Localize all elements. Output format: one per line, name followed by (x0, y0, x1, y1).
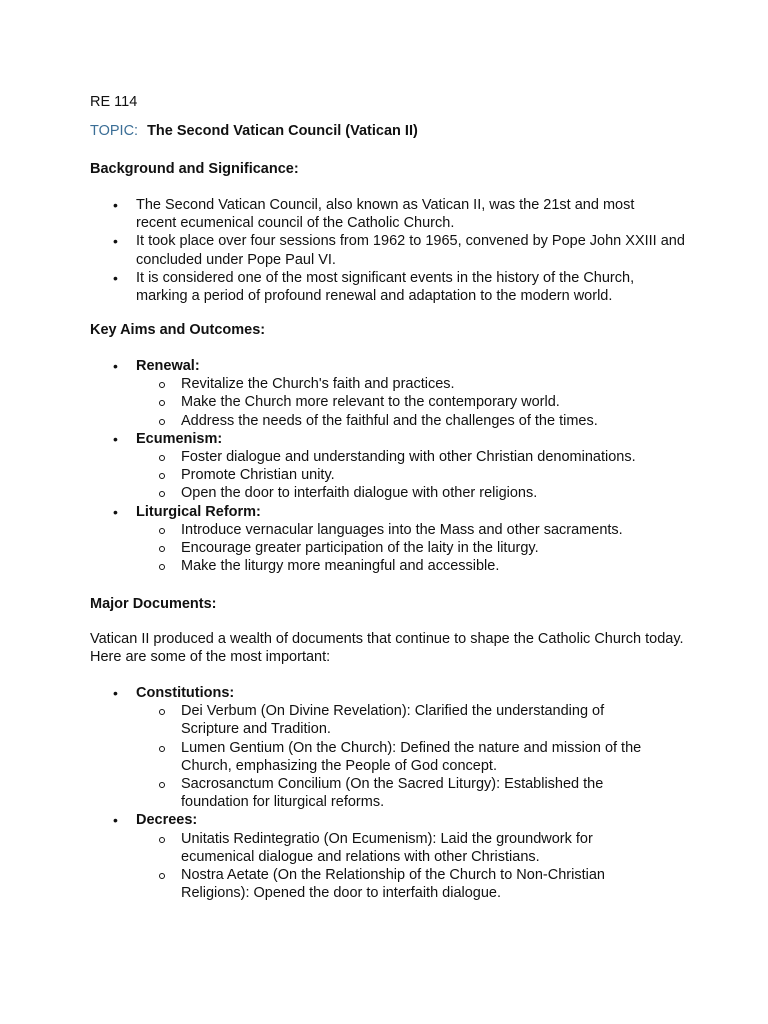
sub-list-item: Encourage greater participation of the laity in the liturgy. (181, 539, 696, 557)
documents-intro: Vatican II produced a wealth of documents that continue to shape the Catholic Church today. Here are some of the most important: (90, 631, 684, 666)
sub-list-item: Make the Church more relevant to the contemporary world. (181, 393, 696, 411)
course-code: RE 114 (90, 94, 138, 110)
list-item (136, 503, 696, 576)
topic-label: TOPIC: (90, 123, 139, 139)
sub-list (136, 521, 696, 576)
sub-list-item: Nostra Aetate (On the Relationship of the Church to Non-Christian Religions): Opened the door to interfaith dialogue. (181, 866, 646, 902)
group-label: Ecumenism: (136, 430, 223, 447)
list-item: • The Second Vatican Council, also known as Vatican II, was the 21st and most recent ecumenical council of the Catholic Church. (136, 196, 666, 232)
group-label: Renewal: (136, 358, 200, 374)
list-item (136, 430, 696, 503)
sub-list-item: Lumen Gentium (On the Church): Defined the nature and mission of the Church, emphasizing the People of God concept. (181, 739, 646, 775)
sub-list-item: Make the liturgy more meaningful and accessible. (181, 557, 696, 575)
list-item (136, 357, 696, 430)
sub-list-item: Promote Christian unity. (181, 466, 696, 484)
aims-list (136, 357, 696, 575)
group-label: Constitutions: (136, 685, 235, 701)
list-item: • It is considered one of the most significant events in the history of the Church, marking a period of profound renewal and adaptation to the modern world. (136, 269, 666, 305)
sub-list-item: Introduce vernacular languages into the Mass and other sacraments. (181, 521, 696, 539)
sub-list-item: Unitatis Redintegratio (On Ecumenism): Laid the groundwork for ecumenical dialogue and relations with other Christians. (181, 830, 646, 866)
sub-list-item: Sacrosanctum Concilium (On the Sacred Liturgy): Established the foundation for liturgical reforms. (181, 775, 646, 811)
group-label: Liturgical Reform: (136, 503, 261, 520)
list-item: • It took place over four sessions from 1962 to 1965, convened by Pope John XXIII and concluded under Pope Paul VI. (136, 232, 686, 268)
sub-list (136, 448, 696, 503)
sub-list-item: Dei Verbum (On Divine Revelation): Clarified the understanding of Scripture and Tradition. (181, 702, 646, 738)
list-item (136, 684, 696, 811)
sub-list (136, 830, 646, 903)
sub-list-item: Foster dialogue and understanding with other Christian denominations. (181, 448, 696, 466)
documents-heading: Major Documents: (90, 596, 217, 612)
list-item (136, 811, 696, 902)
aims-heading: Key Aims and Outcomes: (90, 322, 266, 338)
group-label: Decrees: (136, 812, 198, 829)
sub-list-item: Open the door to interfaith dialogue with other religions. (181, 484, 696, 502)
topic-title: The Second Vatican Council (Vatican II) (147, 123, 418, 139)
sub-list-item: Revitalize the Church's faith and practices. (181, 375, 696, 393)
background-heading: Background and Significance: (90, 161, 299, 177)
sub-list (136, 702, 646, 811)
sub-list (136, 375, 696, 430)
background-list (136, 196, 696, 305)
topic-line (90, 122, 418, 140)
documents-list (136, 684, 696, 902)
sub-list-item: Address the needs of the faithful and the challenges of the times. (181, 412, 696, 430)
